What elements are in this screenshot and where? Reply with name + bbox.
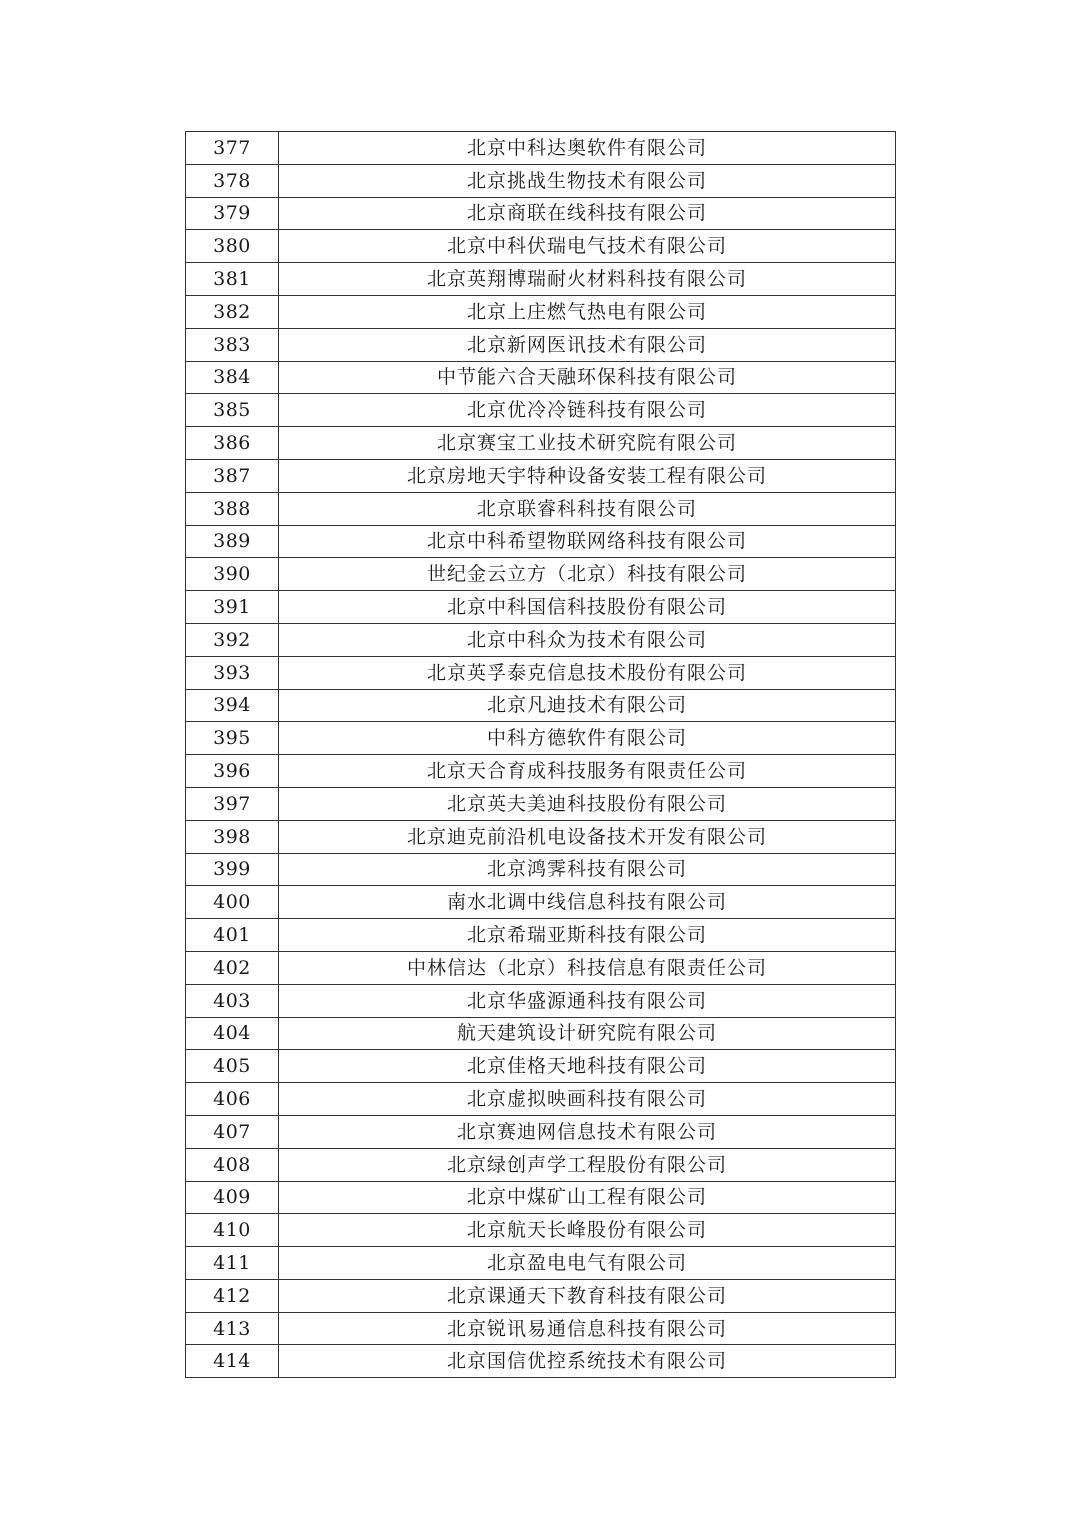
table-row	[186, 787, 896, 820]
table-row	[186, 295, 896, 328]
company-name-cell: 航天建筑设计研究院有限公司	[279, 1017, 896, 1050]
row-number-cell: 381	[186, 263, 279, 296]
company-name-cell: 北京中科希望物联网络科技有限公司	[279, 525, 896, 558]
table-row	[186, 755, 896, 788]
table-row	[186, 951, 896, 984]
row-number-cell: 410	[186, 1214, 279, 1247]
company-name-cell: 北京中煤矿山工程有限公司	[279, 1181, 896, 1214]
table-row	[186, 919, 896, 952]
company-name-cell: 北京中科伏瑞电气技术有限公司	[279, 230, 896, 263]
table-row	[186, 656, 896, 689]
row-number-cell: 414	[186, 1345, 279, 1378]
row-number-cell: 406	[186, 1083, 279, 1116]
table-row	[186, 361, 896, 394]
row-number-cell: 378	[186, 164, 279, 197]
row-number-cell: 398	[186, 820, 279, 853]
row-number-cell: 385	[186, 394, 279, 427]
row-number-cell: 382	[186, 295, 279, 328]
row-number-cell: 379	[186, 197, 279, 230]
table-row	[186, 525, 896, 558]
table-row	[186, 197, 896, 230]
company-name-cell: 北京希瑞亚斯科技有限公司	[279, 919, 896, 952]
table-row	[186, 558, 896, 591]
table-row	[186, 1115, 896, 1148]
table-row	[186, 820, 896, 853]
row-number-cell: 408	[186, 1148, 279, 1181]
row-number-cell: 395	[186, 722, 279, 755]
row-number-cell: 386	[186, 427, 279, 460]
table-row	[186, 984, 896, 1017]
company-name-cell: 北京迪克前沿机电设备技术开发有限公司	[279, 820, 896, 853]
row-number-cell: 389	[186, 525, 279, 558]
row-number-cell: 404	[186, 1017, 279, 1050]
row-number-cell: 393	[186, 656, 279, 689]
company-name-cell: 北京凡迪技术有限公司	[279, 689, 896, 722]
row-number-cell: 413	[186, 1312, 279, 1345]
row-number-cell: 411	[186, 1247, 279, 1280]
row-number-cell: 397	[186, 787, 279, 820]
table-row	[186, 591, 896, 624]
company-name-cell: 北京航天长峰股份有限公司	[279, 1214, 896, 1247]
company-name-cell: 北京商联在线科技有限公司	[279, 197, 896, 230]
company-name-cell: 北京赛宝工业技术研究院有限公司	[279, 427, 896, 460]
company-name-cell: 中节能六合天融环保科技有限公司	[279, 361, 896, 394]
row-number-cell: 405	[186, 1050, 279, 1083]
company-name-cell: 北京佳格天地科技有限公司	[279, 1050, 896, 1083]
row-number-cell: 403	[186, 984, 279, 1017]
table-row	[186, 1181, 896, 1214]
company-name-cell: 北京中科达奥软件有限公司	[279, 132, 896, 165]
row-number-cell: 394	[186, 689, 279, 722]
table-row	[186, 1148, 896, 1181]
table-row	[186, 394, 896, 427]
table-row	[186, 1247, 896, 1280]
row-number-cell: 399	[186, 853, 279, 886]
company-name-cell: 北京国信优控系统技术有限公司	[279, 1345, 896, 1378]
company-list-table	[185, 131, 896, 1378]
table-row	[186, 1083, 896, 1116]
row-number-cell: 388	[186, 492, 279, 525]
company-name-cell: 南水北调中线信息科技有限公司	[279, 886, 896, 919]
row-number-cell: 401	[186, 919, 279, 952]
table-row	[186, 230, 896, 263]
table-row	[186, 1345, 896, 1378]
company-name-cell: 北京上庄燃气热电有限公司	[279, 295, 896, 328]
table-row	[186, 689, 896, 722]
table-row	[186, 459, 896, 492]
company-name-cell: 北京赛迪网信息技术有限公司	[279, 1115, 896, 1148]
row-number-cell: 392	[186, 623, 279, 656]
company-name-cell: 中林信达（北京）科技信息有限责任公司	[279, 951, 896, 984]
table-row	[186, 328, 896, 361]
company-name-cell: 北京联睿科科技有限公司	[279, 492, 896, 525]
table-body	[186, 132, 896, 1378]
table-row	[186, 132, 896, 165]
company-name-cell: 北京优冷冷链科技有限公司	[279, 394, 896, 427]
row-number-cell: 391	[186, 591, 279, 624]
company-name-cell: 北京课通天下教育科技有限公司	[279, 1279, 896, 1312]
row-number-cell: 384	[186, 361, 279, 394]
table-row	[186, 263, 896, 296]
table-row	[186, 492, 896, 525]
company-name-cell: 北京中科国信科技股份有限公司	[279, 591, 896, 624]
company-name-cell: 北京英翔博瑞耐火材料科技有限公司	[279, 263, 896, 296]
row-number-cell: 383	[186, 328, 279, 361]
table-row	[186, 164, 896, 197]
table-row	[186, 1017, 896, 1050]
row-number-cell: 390	[186, 558, 279, 591]
company-name-cell: 北京中科众为技术有限公司	[279, 623, 896, 656]
table-row	[186, 886, 896, 919]
company-name-cell: 北京鸿霁科技有限公司	[279, 853, 896, 886]
company-name-cell: 北京英夫美迪科技股份有限公司	[279, 787, 896, 820]
company-name-cell: 北京房地天宇特种设备安装工程有限公司	[279, 459, 896, 492]
table-row	[186, 1214, 896, 1247]
table-row	[186, 623, 896, 656]
row-number-cell: 402	[186, 951, 279, 984]
company-name-cell: 北京英孚泰克信息技术股份有限公司	[279, 656, 896, 689]
company-name-cell: 中科方德软件有限公司	[279, 722, 896, 755]
table-row	[186, 1312, 896, 1345]
company-name-cell: 北京华盛源通科技有限公司	[279, 984, 896, 1017]
company-name-cell: 北京绿创声学工程股份有限公司	[279, 1148, 896, 1181]
table-row	[186, 722, 896, 755]
table-row	[186, 1050, 896, 1083]
company-name-cell: 北京新网医讯技术有限公司	[279, 328, 896, 361]
row-number-cell: 380	[186, 230, 279, 263]
row-number-cell: 407	[186, 1115, 279, 1148]
row-number-cell: 412	[186, 1279, 279, 1312]
company-name-cell: 北京挑战生物技术有限公司	[279, 164, 896, 197]
row-number-cell: 377	[186, 132, 279, 165]
company-name-cell: 北京锐讯易通信息科技有限公司	[279, 1312, 896, 1345]
row-number-cell: 396	[186, 755, 279, 788]
row-number-cell: 387	[186, 459, 279, 492]
table-row	[186, 427, 896, 460]
company-name-cell: 北京虚拟映画科技有限公司	[279, 1083, 896, 1116]
row-number-cell: 400	[186, 886, 279, 919]
company-name-cell: 北京天合育成科技服务有限责任公司	[279, 755, 896, 788]
table-row	[186, 853, 896, 886]
table-row	[186, 1279, 896, 1312]
company-name-cell: 北京盈电电气有限公司	[279, 1247, 896, 1280]
company-name-cell: 世纪金云立方（北京）科技有限公司	[279, 558, 896, 591]
row-number-cell: 409	[186, 1181, 279, 1214]
